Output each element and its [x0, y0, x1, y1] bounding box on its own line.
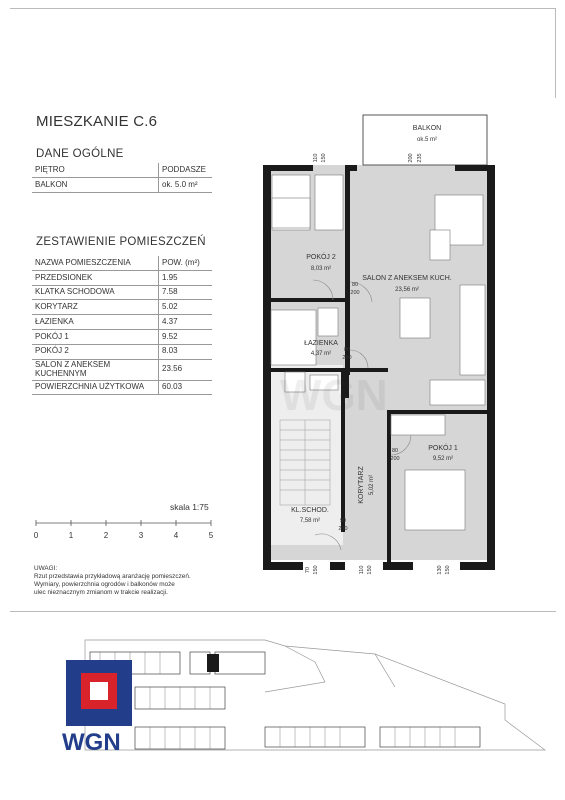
- note: [34, 565, 191, 597]
- pokoj1-label: POKÓJ 1: [428, 445, 458, 452]
- dimension-label: 80: [351, 282, 359, 288]
- dimension-label: 200: [350, 290, 360, 296]
- dimension-label: 235: [417, 153, 423, 163]
- room-area: 4.37: [159, 315, 213, 330]
- room-area: 7.58: [159, 285, 213, 300]
- note-line: Wymiary, powierzchnia ogrodów i balkonów może: [34, 581, 175, 588]
- frame-bottom-line: [10, 611, 556, 612]
- room-name: PRZEDSIONEK: [32, 270, 159, 285]
- dimension-label: 200: [408, 153, 414, 163]
- table-row: [32, 285, 212, 300]
- room-area: 1.95: [159, 270, 213, 285]
- column-header-name: NAZWA POMIESZCZENIA: [32, 256, 159, 270]
- klschod-label: KL.SCHOD.: [291, 507, 329, 514]
- table-row: [32, 300, 212, 315]
- dimension-label: 80: [391, 448, 399, 454]
- general-label: BALKON: [32, 177, 159, 192]
- dimension-label: 80: [343, 347, 351, 353]
- table-row: [32, 163, 212, 177]
- room-name: [32, 359, 159, 380]
- scale-tick: 0: [33, 531, 39, 540]
- salon-label: SALON Z ANEKSEM KUCH.: [362, 275, 452, 282]
- room-area: 8.03: [159, 344, 213, 359]
- logo-text: WGN: [62, 729, 121, 756]
- scale-tick: 5: [208, 531, 214, 540]
- korytarz-label: KORYTARZ: [358, 466, 365, 504]
- room-name-line1: SALON Z ANEKSEM: [35, 360, 111, 370]
- general-value: PODDASZE: [159, 163, 213, 177]
- dimension-label: 110: [313, 153, 319, 163]
- dimension-label: 110: [359, 565, 365, 575]
- room-name: ŁAZIENKA: [32, 315, 159, 330]
- scale-tick: 3: [138, 531, 144, 540]
- dimension-label: 70: [305, 566, 311, 574]
- scale-bar: [28, 514, 218, 544]
- column-header-area: POW. (m²): [159, 256, 213, 270]
- lazienka-label: ŁAZIENKA: [304, 340, 338, 347]
- dimension-label: 150: [313, 565, 319, 575]
- table-header-row: [32, 256, 212, 270]
- general-table: [32, 163, 212, 193]
- balkon-label: BALKON: [412, 125, 442, 132]
- room-name: POKÓJ 2: [32, 344, 159, 359]
- salon-area: 23,56 m²: [395, 287, 419, 293]
- note-line: ulec nieznacznym zmianom w trakcie realizacji.: [34, 589, 168, 596]
- general-label: PIĘTRO: [32, 163, 159, 177]
- scale-tick: 2: [103, 531, 109, 540]
- scale-tick: 1: [68, 531, 74, 540]
- watermark: WGN: [280, 371, 388, 420]
- dimension-label: 130: [437, 565, 443, 575]
- scale-label: skala 1:75: [170, 502, 209, 512]
- page-title: MIESZKANIE C.6: [36, 113, 158, 130]
- table-row: [32, 344, 212, 359]
- room-area: 23.56: [159, 359, 213, 380]
- note-title: UWAGI:: [34, 565, 58, 572]
- room-name: POKÓJ 1: [32, 329, 159, 344]
- lazienka-area: 4,37 m²: [310, 351, 332, 357]
- korytarz-area: 5,02 m²: [369, 474, 375, 496]
- dimension-label: 150: [321, 153, 327, 163]
- table-row: [32, 359, 212, 380]
- room-area: 9.52: [159, 329, 213, 344]
- dimension-label: 200: [338, 526, 348, 532]
- note-line: Rzut przedstawia przykładową aranżację pomieszczeń.: [34, 573, 191, 580]
- dimension-label: 200: [342, 355, 352, 361]
- floor-plan: [255, 110, 520, 580]
- table-row: [32, 315, 212, 330]
- frame-top-line: [10, 8, 556, 9]
- klschod-area: 7,58 m²: [299, 518, 321, 524]
- pokoj2-area: 8,03 m²: [310, 266, 332, 272]
- general-heading: DANE OGÓLNE: [36, 148, 124, 160]
- site-plan: [75, 632, 555, 762]
- room-name: KLATKA SCHODOWA: [32, 285, 159, 300]
- dimension-label: 150: [445, 565, 451, 575]
- rooms-heading: ZESTAWIENIE POMIESZCZEŃ: [36, 236, 206, 248]
- table-total-row: [32, 380, 212, 395]
- total-area: 60.03: [159, 380, 213, 395]
- room-name-line2: KUCHENNYM: [35, 368, 87, 378]
- table-row: [32, 329, 212, 344]
- logo-icon: [66, 660, 132, 726]
- room-area: 5.02: [159, 300, 213, 315]
- table-row: [32, 270, 212, 285]
- dimension-label: 150: [367, 565, 373, 575]
- pokoj2-label: POKÓJ 2: [306, 254, 336, 261]
- pokoj1-area: 9,52 m²: [432, 456, 454, 462]
- scale-tick: 4: [173, 531, 179, 540]
- frame-right-line: [555, 8, 556, 98]
- rooms-table: [32, 256, 212, 395]
- balkon-area: ok.5 m²: [416, 137, 438, 143]
- dimension-label: 200: [390, 456, 400, 462]
- total-name: POWIERZCHNIA UŻYTKOWA: [32, 380, 159, 395]
- dimension-label: 90: [339, 518, 347, 524]
- room-name: KORYTARZ: [32, 300, 159, 315]
- general-value: ok. 5.0 m²: [159, 177, 213, 192]
- table-row: [32, 177, 212, 192]
